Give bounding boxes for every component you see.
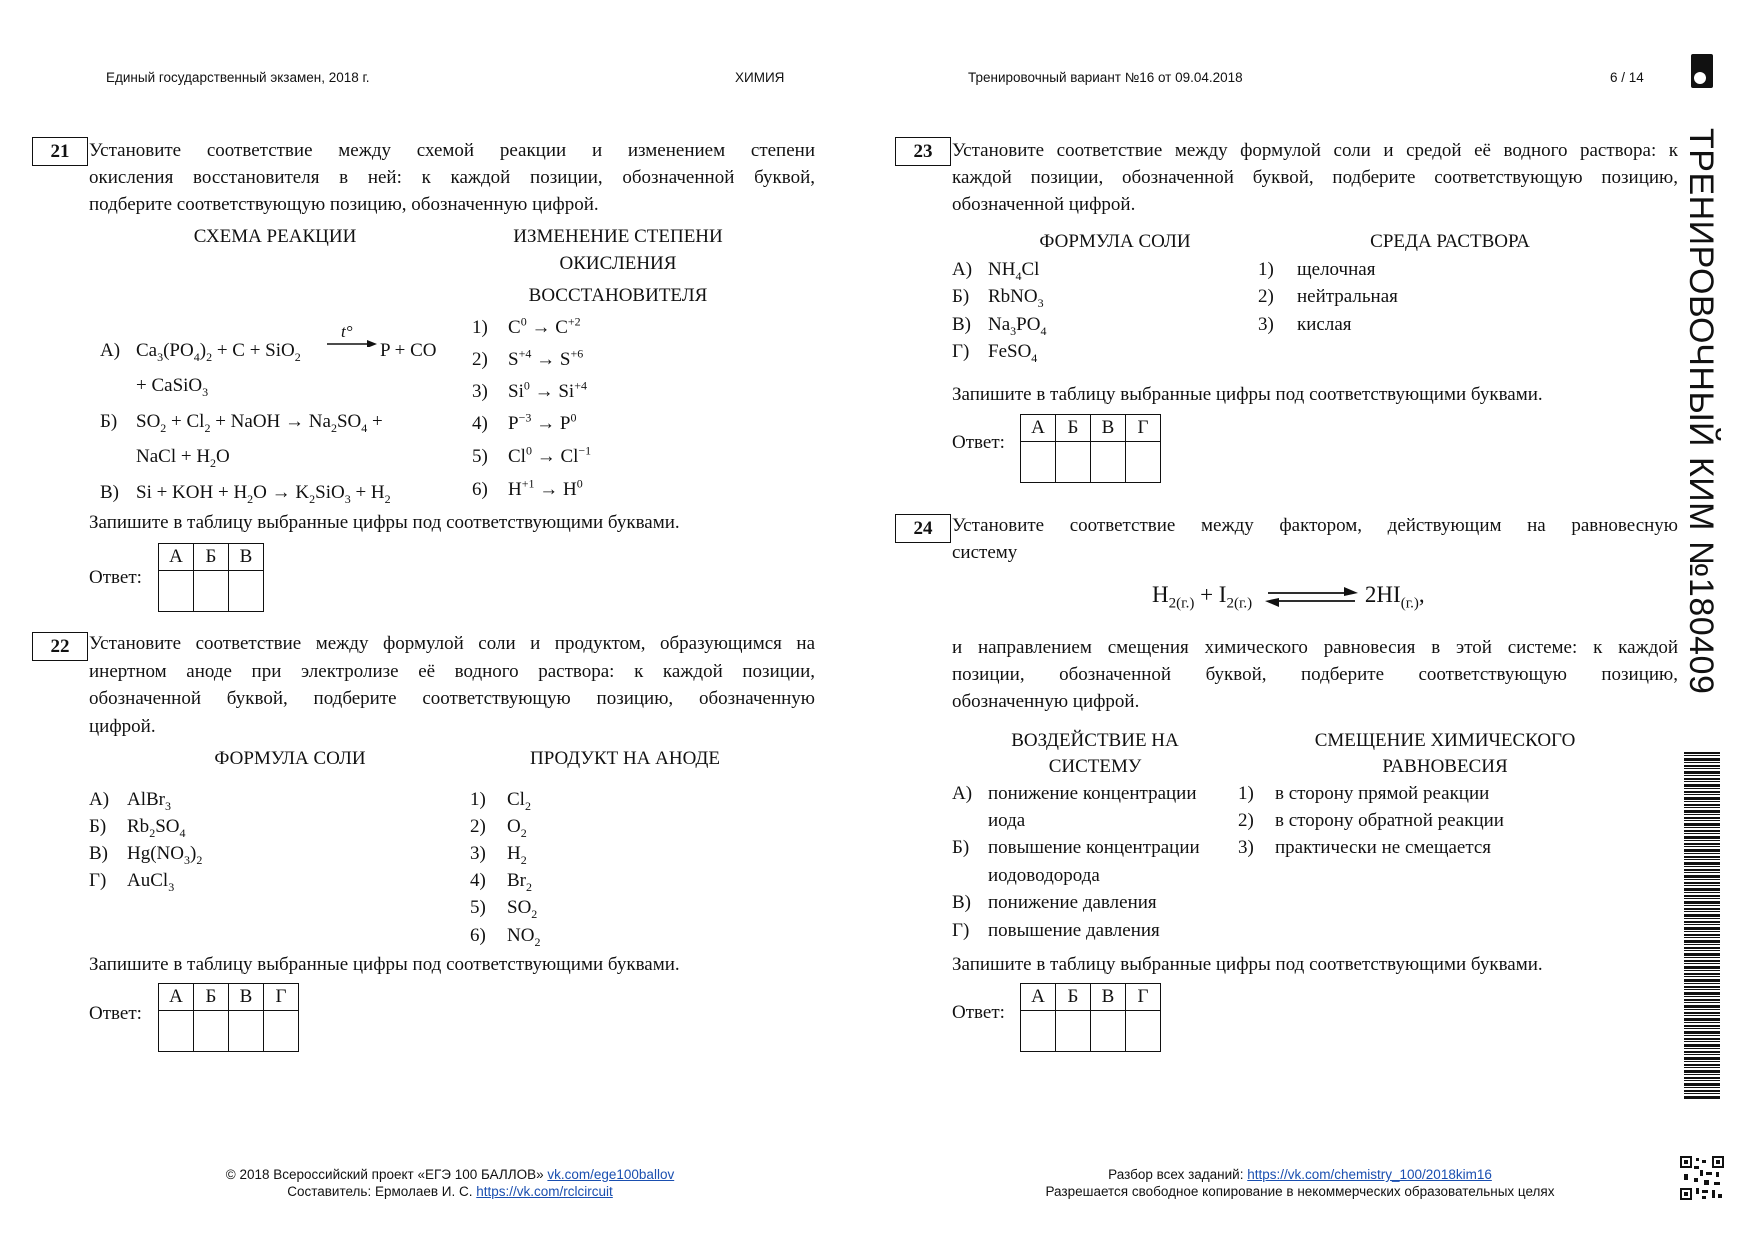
footer-link-solutions[interactable]: https://vk.com/chemistry_100/2018kim16 bbox=[1247, 1167, 1492, 1182]
task-21-col-right-header-3: ВОССТАНОВИТЕЛЯ bbox=[528, 285, 708, 306]
task-21-answer-table bbox=[158, 543, 264, 612]
footer-left-line1: © 2018 Всероссийский проект «ЕГЭ 100 БАЛЛОВ» vk.com/ege100ballov bbox=[225, 1167, 675, 1182]
task-21-letter-a: А) bbox=[100, 340, 121, 361]
task-21-answer-label: Ответ: bbox=[89, 567, 142, 588]
task-23-option-2: нейтральная bbox=[1297, 286, 1398, 307]
task-23-answer-header-a: А bbox=[1021, 415, 1056, 442]
task-24-text-line4: позиции, обозначенной буквой, подберите соответствующую позицию, bbox=[952, 664, 1678, 685]
task-23-answer-table bbox=[1020, 414, 1161, 483]
task-22-letter-d: Г) bbox=[89, 870, 107, 891]
task-21-col-left-header: СХЕМА РЕАКЦИИ bbox=[193, 226, 357, 247]
task-22-option-num-4: 4) bbox=[470, 870, 486, 891]
task-23-answer-cell-a[interactable] bbox=[1021, 442, 1056, 483]
task-23-answer-label: Ответ: bbox=[952, 432, 1005, 453]
task-24-answer-cell-d[interactable] bbox=[1126, 1011, 1161, 1052]
task-22-salt-c: $Hg(NO_3)_2$ bbox=[127, 843, 203, 867]
header-exam: Единый государственный экзамен, 2018 г. bbox=[106, 70, 370, 85]
qr-code-icon bbox=[1680, 1156, 1724, 1200]
footer-left-line2: Составитель: Ермолаев И. С. https://vk.com/rclcircuit bbox=[287, 1184, 613, 1199]
task-23-answer-cell-b[interactable] bbox=[1056, 442, 1091, 483]
footer-right-line2: Разрешается свободное копирование в некоммерческих образовательных целях bbox=[1045, 1184, 1555, 1199]
task-24-answer-table bbox=[1020, 983, 1161, 1052]
task-24-option-1: в сторону прямой реакции bbox=[1275, 783, 1490, 804]
task-22-option-3: $H_2$ bbox=[507, 843, 527, 867]
task-21-answer-header-a: А bbox=[159, 544, 194, 571]
task-22-option-num-6: 6) bbox=[470, 925, 486, 946]
task-23-option-num-2: 2) bbox=[1258, 286, 1274, 307]
task-21-option-1: $C^0 \to C^{+2}$ bbox=[508, 314, 581, 338]
task-21-option-num-6: 6) bbox=[472, 479, 488, 500]
task-21-text-line2: окисления восстановителя в ней: к каждой позиции, обозначенной буквой, bbox=[89, 167, 815, 188]
task-24-option-num-1: 1) bbox=[1238, 783, 1254, 804]
task-22-option-num-5: 5) bbox=[470, 897, 486, 918]
task-24-text-line2: систему bbox=[952, 542, 1018, 563]
task-21-reaction-a-cont: + CaSiO$_3$ bbox=[136, 375, 209, 399]
task-23-instruction: Запишите в таблицу выбранные цифры под соответствующими буквами. bbox=[952, 384, 1543, 405]
task-22-instruction: Запишите в таблицу выбранные цифры под соответствующими буквами. bbox=[89, 954, 680, 975]
task-22-answer-header-c: В bbox=[229, 984, 264, 1011]
task-22-letter-c: В) bbox=[89, 843, 108, 864]
header-subject: ХИМИЯ bbox=[735, 70, 785, 85]
task-23-answer-header-b: Б bbox=[1056, 415, 1091, 442]
task-22-col-right-header: ПРОДУКТ НА АНОДЕ bbox=[530, 748, 720, 769]
task-22-answer-header-a: А bbox=[159, 984, 194, 1011]
task-23-answer-header-c: В bbox=[1091, 415, 1126, 442]
task-23-answer-cell-c[interactable] bbox=[1091, 442, 1126, 483]
task-23-letter-d: Г) bbox=[952, 341, 970, 362]
task-22-salt-d: AuCl$_3$ bbox=[127, 870, 175, 894]
barcode-icon bbox=[1684, 752, 1720, 1100]
task-24-option-3: практически не смещается bbox=[1275, 837, 1492, 858]
task-22-text-line4: цифрой. bbox=[89, 716, 156, 737]
task-21-answer-header-c: В bbox=[229, 544, 264, 571]
task-21-answer-cell-b[interactable] bbox=[194, 571, 229, 612]
task-21-option-6: $H^{+1} \to H^0$ bbox=[508, 476, 583, 500]
task-23-text-line1: Установите соответствие между формулой соли и средой её водного раствора: к bbox=[952, 140, 1678, 161]
task-23-salt-c: $Na_3PO_4$ bbox=[988, 314, 1047, 338]
task-22-option-1: $Cl_2$ bbox=[507, 789, 531, 813]
task-24-factor-d: повышение давления bbox=[988, 920, 1160, 941]
task-21-letter-b: Б) bbox=[100, 411, 118, 432]
task-22-col-left-header: ФОРМУЛА СОЛИ bbox=[214, 748, 366, 769]
task-21-arrow-heated-icon bbox=[327, 322, 377, 347]
task-23-letter-b: Б) bbox=[952, 286, 970, 307]
task-24-answer-header-d: Г bbox=[1126, 984, 1161, 1011]
task-24-answer-cell-a[interactable] bbox=[1021, 1011, 1056, 1052]
task-22-option-num-3: 3) bbox=[470, 843, 486, 864]
equilibrium-arrows-icon bbox=[1264, 586, 1359, 608]
task-24-option-2: в сторону обратной реакции bbox=[1275, 810, 1504, 831]
task-21-option-num-5: 5) bbox=[472, 446, 488, 467]
task-21-heat-condition: t° bbox=[341, 322, 353, 341]
task-23-text-line2: каждой позиции, обозначенной буквой, подберите соответствующую позицию, bbox=[952, 167, 1678, 188]
side-title: ТРЕНИРОВОЧНЫЙ КИМ №180409 bbox=[1682, 128, 1720, 695]
task-22-letter-b: Б) bbox=[89, 816, 107, 837]
task-24-factor-b-line1: повышение концентрации bbox=[988, 837, 1200, 858]
task-23-letter-c: В) bbox=[952, 314, 971, 335]
task-22-letter-a: А) bbox=[89, 789, 110, 810]
footer-link-author[interactable]: https://vk.com/rclcircuit bbox=[476, 1184, 613, 1199]
task-24-answer-header-c: В bbox=[1091, 984, 1126, 1011]
footer-right-line1: Разбор всех заданий: https://vk.com/chemistry_100/2018kim16 bbox=[1108, 1167, 1492, 1182]
task-23-letter-a: А) bbox=[952, 259, 973, 280]
task-24-factor-b-line2: иодоводорода bbox=[988, 865, 1100, 886]
task-22-text-line2: инертном аноде при электролизе её водного раствора: к каждой позиции, bbox=[89, 661, 815, 682]
corner-mark-icon bbox=[1691, 54, 1713, 88]
header-variant: Тренировочный вариант №16 от 09.04.2018 bbox=[968, 70, 1243, 85]
task-21-reaction-a-products: P + CO bbox=[380, 340, 437, 361]
task-21-option-num-2: 2) bbox=[472, 349, 488, 370]
task-21-reaction-b: $SO_2 + Cl_2$ + NaOH → $Na_2SO_4$ + bbox=[136, 411, 383, 435]
task-24-answer-header-b: Б bbox=[1056, 984, 1091, 1011]
task-21-text-line1: Установите соответствие между схемой реакции и изменением степени bbox=[89, 140, 815, 161]
task-24-answer-cell-b[interactable] bbox=[1056, 1011, 1091, 1052]
task-23-number: 23 bbox=[895, 137, 951, 166]
task-22-answer-cell-c[interactable] bbox=[229, 1011, 264, 1052]
task-22-answer-cell-d[interactable] bbox=[264, 1011, 299, 1052]
task-23-option-num-1: 1) bbox=[1258, 259, 1274, 280]
task-21-option-5: $Cl^0 \to Cl^{-1}$ bbox=[508, 443, 592, 467]
task-21-answer-header-b: Б bbox=[194, 544, 229, 571]
task-24-factor-a-line2: иода bbox=[988, 810, 1026, 831]
task-21-instruction: Запишите в таблицу выбранные цифры под соответствующими буквами. bbox=[89, 512, 680, 533]
task-21-option-3: $Si^0 \to Si^{+4}$ bbox=[508, 378, 587, 402]
task-23-answer-cell-d[interactable] bbox=[1126, 442, 1161, 483]
task-24-equation: $H_{2(г.)} + I_{2(г.)}$ $2HI_{(г.)}$, bbox=[1152, 582, 1425, 612]
task-23-option-3: кислая bbox=[1297, 314, 1352, 335]
task-22-salt-a: AlBr$_3$ bbox=[127, 789, 171, 813]
task-21-option-num-1: 1) bbox=[472, 317, 488, 338]
task-24-col-right-header-2: РАВНОВЕСИЯ bbox=[1382, 756, 1508, 777]
task-24-option-num-3: 3) bbox=[1238, 837, 1254, 858]
task-23-salt-d: FeSO$_4$ bbox=[988, 341, 1038, 365]
task-22-text-line1: Установите соответствие между формулой соли и продуктом, образующимся на bbox=[89, 633, 815, 654]
task-22-option-5: $SO_2$ bbox=[507, 897, 538, 921]
task-21-reaction-b-cont: NaCl + $H_2O$ bbox=[136, 446, 230, 470]
task-23-text-line3: обозначенной цифрой. bbox=[952, 194, 1136, 215]
task-24-answer-label: Ответ: bbox=[952, 1002, 1005, 1023]
task-21-letter-c: В) bbox=[100, 482, 119, 503]
task-24-answer-cell-c[interactable] bbox=[1091, 1011, 1126, 1052]
task-24-factor-c: понижение давления bbox=[988, 892, 1157, 913]
task-22-answer-table bbox=[158, 983, 299, 1052]
task-24-col-left-header-1: ВОЗДЕЙСТВИЕ НА bbox=[1011, 730, 1179, 751]
task-23-option-1: щелочная bbox=[1297, 259, 1376, 280]
task-22-number: 22 bbox=[32, 632, 88, 661]
task-22-answer-header-b: Б bbox=[194, 984, 229, 1011]
task-23-salt-b: RbNO$_3$ bbox=[988, 286, 1044, 310]
task-22-answer-header-d: Г bbox=[264, 984, 299, 1011]
task-21-number: 21 bbox=[32, 137, 88, 166]
task-22-option-num-2: 2) bbox=[470, 816, 486, 837]
task-24-text-line3: и направлением смещения химического равновесия в этой системе: к каждой bbox=[952, 637, 1678, 658]
footer-link-vk-ege100[interactable]: vk.com/ege100ballov bbox=[547, 1167, 675, 1182]
task-21-text-line3: подберите соответствующую позицию, обозначенную цифрой. bbox=[89, 194, 599, 215]
task-21-option-num-4: 4) bbox=[472, 413, 488, 434]
task-23-option-num-3: 3) bbox=[1258, 314, 1274, 335]
task-22-answer-label: Ответ: bbox=[89, 1003, 142, 1024]
task-21-col-right-header-1: ИЗМЕНЕНИЕ СТЕПЕНИ bbox=[513, 226, 723, 247]
task-21-option-2: $S^{+4} \to S^{+6}$ bbox=[508, 346, 584, 370]
task-22-option-num-1: 1) bbox=[470, 789, 486, 810]
task-22-option-6: $NO_2$ bbox=[507, 925, 541, 949]
task-22-salt-b: $Rb_2SO_4$ bbox=[127, 816, 186, 840]
task-24-letter-c: В) bbox=[952, 892, 971, 913]
task-24-instruction: Запишите в таблицу выбранные цифры под соответствующими буквами. bbox=[952, 954, 1543, 975]
task-22-text-line3: обозначенной буквой, подберите соответствующую позицию, обозначенную bbox=[89, 688, 815, 709]
task-21-reaction-a: $Ca_3(PO_4)_2 + C + SiO_2$ bbox=[136, 340, 301, 364]
task-21-option-4: $P^{-3} \to P^0$ bbox=[508, 410, 577, 434]
task-24-col-left-header-2: СИСТЕМУ bbox=[1048, 756, 1142, 777]
task-22-answer-cell-a[interactable] bbox=[159, 1011, 194, 1052]
task-24-letter-a: А) bbox=[952, 783, 973, 804]
task-24-number: 24 bbox=[895, 514, 951, 543]
task-23-col-right-header: СРЕДА РАСТВОРА bbox=[1370, 231, 1530, 252]
task-23-salt-a: $NH_4Cl$ bbox=[988, 259, 1040, 283]
task-24-col-right-header-1: СМЕЩЕНИЕ ХИМИЧЕСКОГО bbox=[1314, 730, 1576, 751]
header-page-number: 6 / 14 bbox=[1610, 70, 1644, 85]
task-21-reaction-c: Si + KOH + $H_2O \to K_2SiO_3 + H_2$ bbox=[136, 482, 391, 506]
task-23-col-left-header: ФОРМУЛА СОЛИ bbox=[1039, 231, 1191, 252]
task-24-option-num-2: 2) bbox=[1238, 810, 1254, 831]
task-22-answer-cell-b[interactable] bbox=[194, 1011, 229, 1052]
task-24-factor-a-line1: понижение концентрации bbox=[988, 783, 1197, 804]
task-21-answer-cell-c[interactable] bbox=[229, 571, 264, 612]
task-24-letter-b: Б) bbox=[952, 837, 970, 858]
task-23-answer-header-d: Г bbox=[1126, 415, 1161, 442]
task-21-option-num-3: 3) bbox=[472, 381, 488, 402]
task-24-text-line5: обозначенную цифрой. bbox=[952, 691, 1140, 712]
task-21-answer-cell-a[interactable] bbox=[159, 571, 194, 612]
task-22-option-2: $O_2$ bbox=[507, 816, 527, 840]
task-22-option-4: $Br_2$ bbox=[507, 870, 532, 894]
task-24-answer-header-a: А bbox=[1021, 984, 1056, 1011]
task-24-letter-d: Г) bbox=[952, 920, 970, 941]
task-21-col-right-header-2: ОКИСЛЕНИЯ bbox=[559, 253, 677, 274]
task-24-text-line1: Установите соответствие между фактором, действующим на равновесную bbox=[952, 515, 1678, 536]
